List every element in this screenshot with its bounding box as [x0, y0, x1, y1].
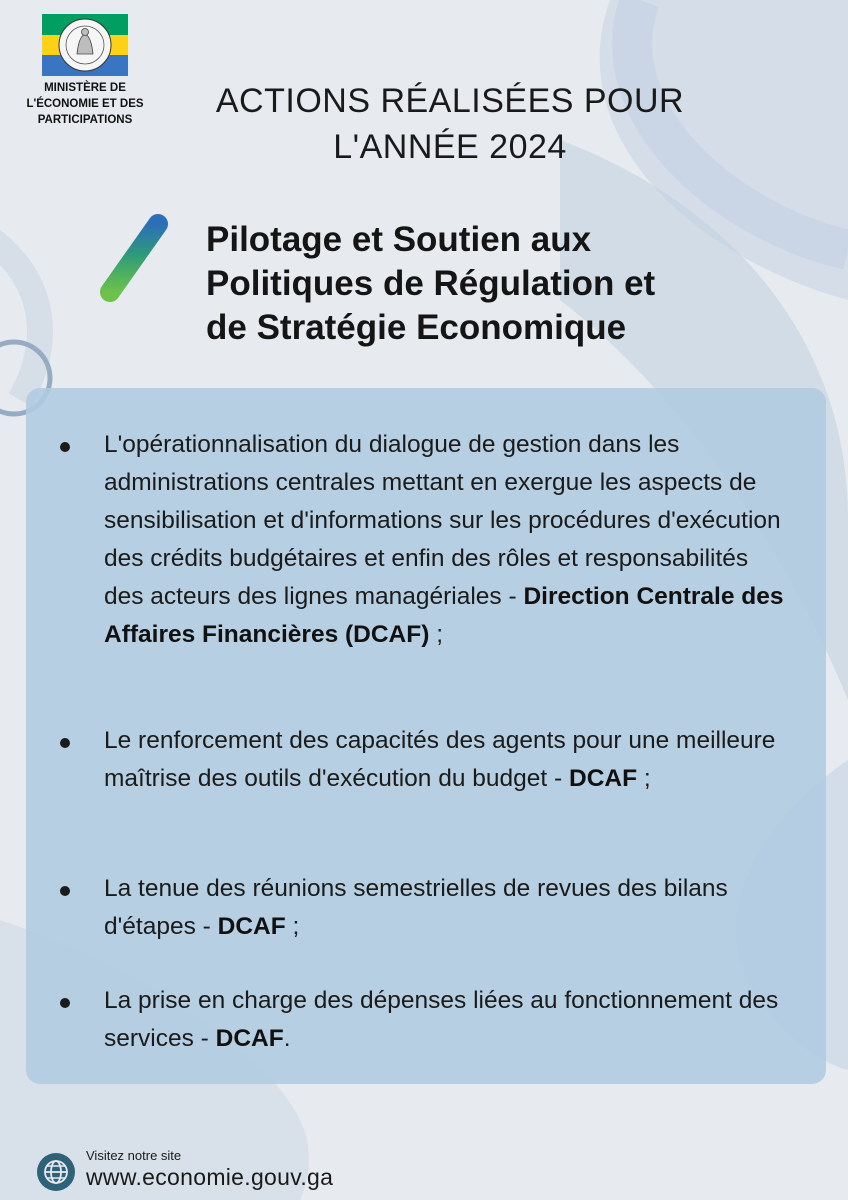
- bullet-icon: [60, 998, 70, 1008]
- bullet-icon: [60, 738, 70, 748]
- section-number-4: [96, 199, 202, 360]
- ministry-line: L'ÉCONOMIE ET DES: [26, 98, 144, 110]
- item-text: La prise en charge des dépenses liées au fonctionnement des services -: [104, 987, 779, 1052]
- list-item: [104, 426, 794, 654]
- item-suffix: ;: [285, 913, 300, 940]
- ministry-line: PARTICIPATIONS: [37, 114, 133, 126]
- item-entity: DCAF: [569, 765, 638, 792]
- bullet-icon: [60, 886, 70, 896]
- ministry-line: MINISTÈRE DE: [44, 82, 126, 94]
- section-title: [206, 218, 826, 350]
- item-text: L'opérationnalisation du dialogue de gestion dans les administrations centrales mettant en exergue les aspects de sensibilisation et d'informations sur les procédures d'exécution des crédits budgétaires et enfin des rôles et responsabilités des acteurs des lignes managériales -: [104, 431, 781, 610]
- item-entity: DCAF: [215, 1025, 284, 1052]
- globe-icon: [36, 1152, 76, 1192]
- section-title-line: Pilotage et Soutien aux: [206, 220, 592, 259]
- list-item: [104, 722, 794, 798]
- actions-panel: [26, 388, 826, 1084]
- visit-label: Visitez notre site: [86, 1148, 182, 1163]
- item-text: Le renforcement des capacités des agents pour une meilleure maîtrise des outils d'exécution du budget -: [104, 727, 776, 792]
- list-item: [104, 870, 794, 946]
- item-entity: DCAF: [217, 913, 286, 940]
- item-text: La tenue des réunions semestrielles de revues des bilans d'étapes -: [104, 875, 728, 940]
- page-title: [150, 78, 750, 170]
- item-suffix: .: [283, 1025, 291, 1052]
- item-suffix: ;: [429, 621, 444, 648]
- bullet-icon: [60, 442, 70, 452]
- list-item: [104, 982, 794, 1058]
- ministry-name: [14, 80, 156, 128]
- website-link[interactable]: www.economie.gouv.ga: [86, 1164, 334, 1190]
- gabon-flag-emblem: [42, 14, 128, 76]
- section-title-line: Politiques de Régulation et: [206, 264, 656, 303]
- section-number-text: 4: [96, 199, 105, 216]
- item-suffix: ;: [637, 765, 651, 792]
- item-entity: Direction Centrale des Affaires Financières (DCAF): [104, 583, 784, 648]
- section-title-line: de Stratégie Economique: [206, 308, 627, 347]
- page-title-line: L'ANNÉE 2024: [333, 128, 567, 166]
- page-title-line: ACTIONS RÉALISÉES POUR: [215, 82, 685, 120]
